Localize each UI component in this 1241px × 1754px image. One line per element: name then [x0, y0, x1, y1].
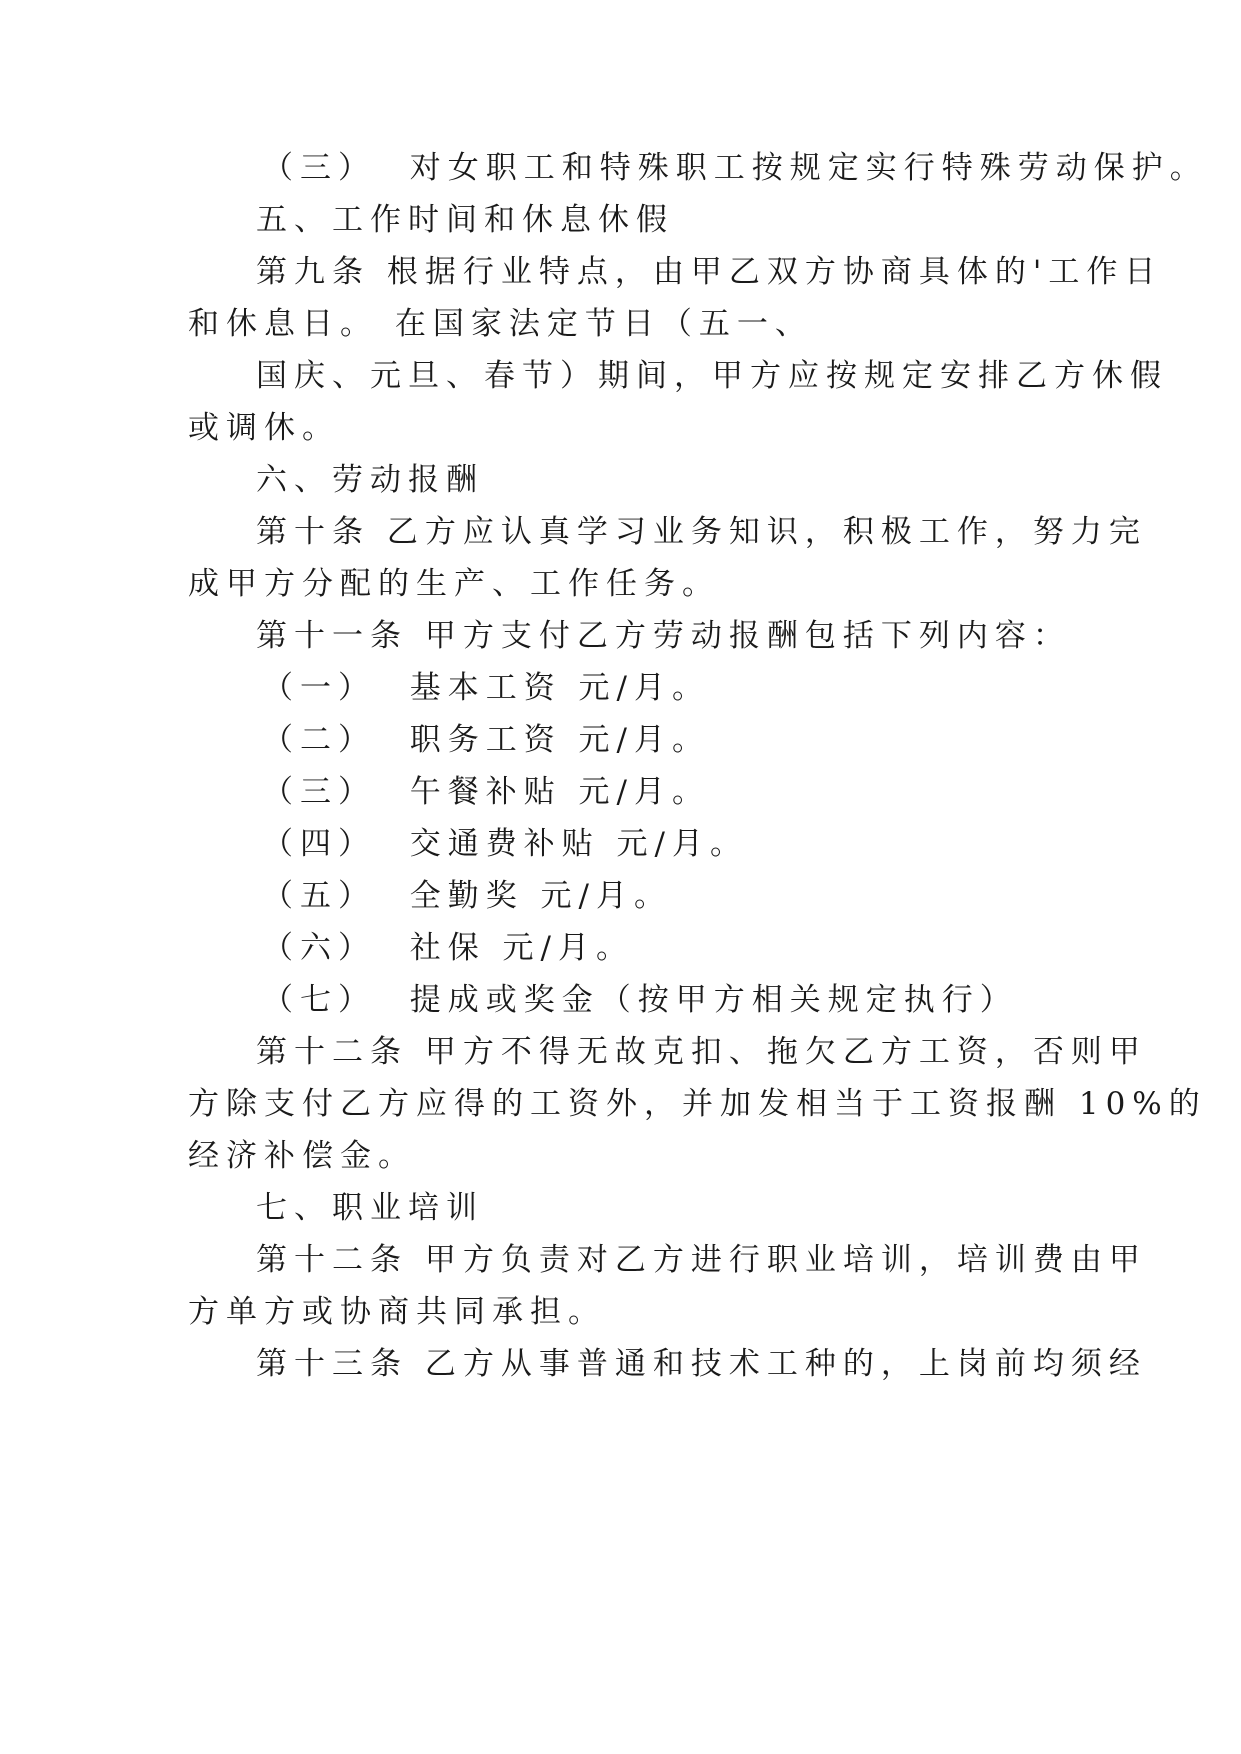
paragraph-line: （三） 对女职工和特殊职工按规定实行特殊劳动保护。	[262, 150, 1208, 186]
list-item: （一） 基本工资 元/月。	[262, 670, 711, 706]
list-item: （五） 全勤奖 元/月。	[262, 878, 673, 914]
paragraph-line: 第十三条 乙方从事普通和技术工种的，上岗前均须经	[256, 1346, 1147, 1382]
paragraph-line: 方除支付乙方应得的工资外，并加发相当于工资报酬 10%的	[188, 1086, 1207, 1122]
section-heading: 五、工作时间和休息休假	[256, 202, 674, 238]
section-heading: 六、劳动报酬	[256, 462, 484, 498]
list-item: （四） 交通费补贴 元/月。	[262, 826, 749, 862]
list-item: （六） 社保 元/月。	[262, 930, 635, 966]
paragraph-line: 经济补偿金。	[188, 1138, 416, 1174]
paragraph-line: 和休息日。 在国家法定节日（五一、	[188, 306, 813, 342]
paragraph-line: 第九条 根据行业特点，由甲乙双方协商具体的'工作日	[256, 254, 1163, 290]
paragraph-line: 第十一条 甲方支付乙方劳动报酬包括下列内容：	[256, 618, 1071, 654]
paragraph-line: 方单方或协商共同承担。	[188, 1294, 606, 1330]
paragraph-line: 第十二条 甲方负责对乙方进行职业培训，培训费由甲	[256, 1242, 1147, 1278]
paragraph-line: 国庆、元旦、春节）期间，甲方应按规定安排乙方休假	[256, 358, 1168, 394]
paragraph-line: 第十二条 甲方不得无故克扣、拖欠乙方工资，否则甲	[256, 1034, 1147, 1070]
paragraph-line: 或调休。	[188, 410, 340, 446]
paragraph-line: 第十条 乙方应认真学习业务知识，积极工作，努力完	[256, 514, 1147, 550]
list-item: （二） 职务工资 元/月。	[262, 722, 711, 758]
section-heading: 七、职业培训	[256, 1190, 484, 1226]
paragraph-line: 成甲方分配的生产、工作任务。	[188, 566, 720, 602]
list-item: （七） 提成或奖金（按甲方相关规定执行）	[262, 982, 1018, 1018]
list-item: （三） 午餐补贴 元/月。	[262, 774, 711, 810]
